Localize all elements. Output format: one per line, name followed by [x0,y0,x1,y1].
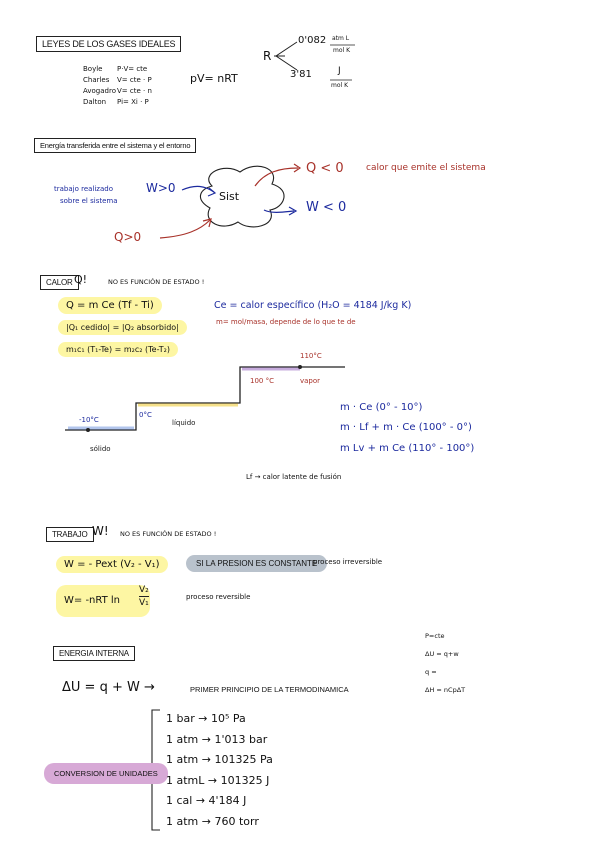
r-unit-1-num: atm L [332,35,350,42]
r-unit-1-den: mol K [333,47,351,54]
gases-title: LEYES DE LOS GASES IDEALES [36,36,181,52]
volume-ratio: V₂ V₁ [139,585,149,608]
temp-minus-10: -10°C [79,416,99,424]
conversion-row: 1 atmL → 101325 J [166,773,270,787]
q-negative: Q < 0 [306,161,344,176]
r-value-1: 0'082 [298,35,327,46]
phase-liquido: líquido [172,419,196,427]
q-positive: Q>0 [114,230,142,244]
specific-heat-definition: Ce = calor específico (H₂O = 4184 J/kg K) [214,300,412,311]
temp-0: 0°C [139,411,152,419]
r-unit-2-num: J [338,66,341,76]
constant-pressure-label: SI LA PRESION ES CONSTANTE [186,555,327,572]
conversion-row: 1 atm → 1'013 bar [166,732,268,746]
trabajo-title: TRABAJO [46,527,94,542]
work-equation-reversible: W= -nRT ln [56,585,150,617]
reversible-process-label: proceso reversible [186,593,251,601]
work-equation-constant: W = - Pext (V₂ - V₁) [56,556,168,573]
conversion-row: 1 atm → 101325 Pa [166,753,273,766]
energia-interna-title: ENERGIA INTERNA [53,646,135,661]
unit-conversion-title: CONVERSION DE UNIDADES [44,763,168,784]
trabajo-w-excl: W! [92,524,109,538]
w-positive: W>0 [146,181,176,195]
gas-laws-list [83,64,152,108]
temp-110: 110°C [300,352,322,360]
equilibrium-equation: m₁c₁ (T₁-Te) = m₂c₂ (Te-T₂) [58,342,178,357]
irreversible-process-label: proceso irreversible [313,558,383,566]
heat-formula-2: m · Lf + m · Ce (100° - 0°) [340,422,472,433]
work-on-system-text-1: trabajo realizado [54,185,113,193]
law-row: AvogadroV= cte · n [83,87,152,95]
first-law-equation: ΔU = q + W → [62,680,155,695]
first-law-label: PRIMER PRINCIPIO DE LA TERMODINAMICA [190,685,349,694]
conversion-row: 1 cal → 4'184 J [166,794,247,807]
trabajo-subtitle: NO ES FUNCIÓN DE ESTADO ! [120,530,217,538]
phase-solido: sólido [90,445,111,453]
phase-vapor: vapor [300,377,321,385]
work-on-system-text-2: sobre el sistema [60,197,118,205]
conversion-row: 1 atm → 760 torr [166,814,259,828]
system-label: Sist [219,190,240,203]
r-constant-label: R [263,49,272,63]
calor-q-excl: Q! [74,273,88,286]
law-row: Dalton Pi= Xi · P [83,98,149,106]
heat-formula-3: m Lv + m Ce (110° - 100°) [340,443,475,454]
q-negative-text: calor que emite el sistema [366,163,486,173]
heat-balance-equation: |Q₁ cedido| = |Q₂ absorbido| [58,320,187,335]
conversion-row: 1 bar → 10⁵ Pa [166,712,246,725]
heat-equation: Q = m Ce (Tf - Ti) [58,297,162,314]
mass-definition: m= mol/masa, depende de lo que te de [216,318,356,326]
temp-100: 100 °C [250,377,274,385]
system-blob [200,166,284,227]
energia-title: Energía transferida entre el sistema y el entorno [34,138,196,153]
side-notes: P=cte ΔU = q+w q = ΔH = nCpΔT [425,632,466,694]
ideal-gas-equation: pV= nRT [190,72,238,85]
r-unit-2-den: mol K [331,82,349,89]
heat-formula-1: m · Ce (0° - 10°) [340,402,423,413]
w-negative: W < 0 [306,200,347,215]
unit-conversion-list [166,709,273,832]
law-row: Charles V= cte · P [83,76,152,84]
calor-subtitle: NO ES FUNCIÓN DE ESTADO ! [108,278,205,286]
calor-title: CALOR [40,275,79,290]
law-row: Boyle P·V= cte [83,65,148,73]
r-value-2: 3'81 [290,69,312,80]
latent-heat-definition: Lf → calor latente de fusión [246,473,342,481]
